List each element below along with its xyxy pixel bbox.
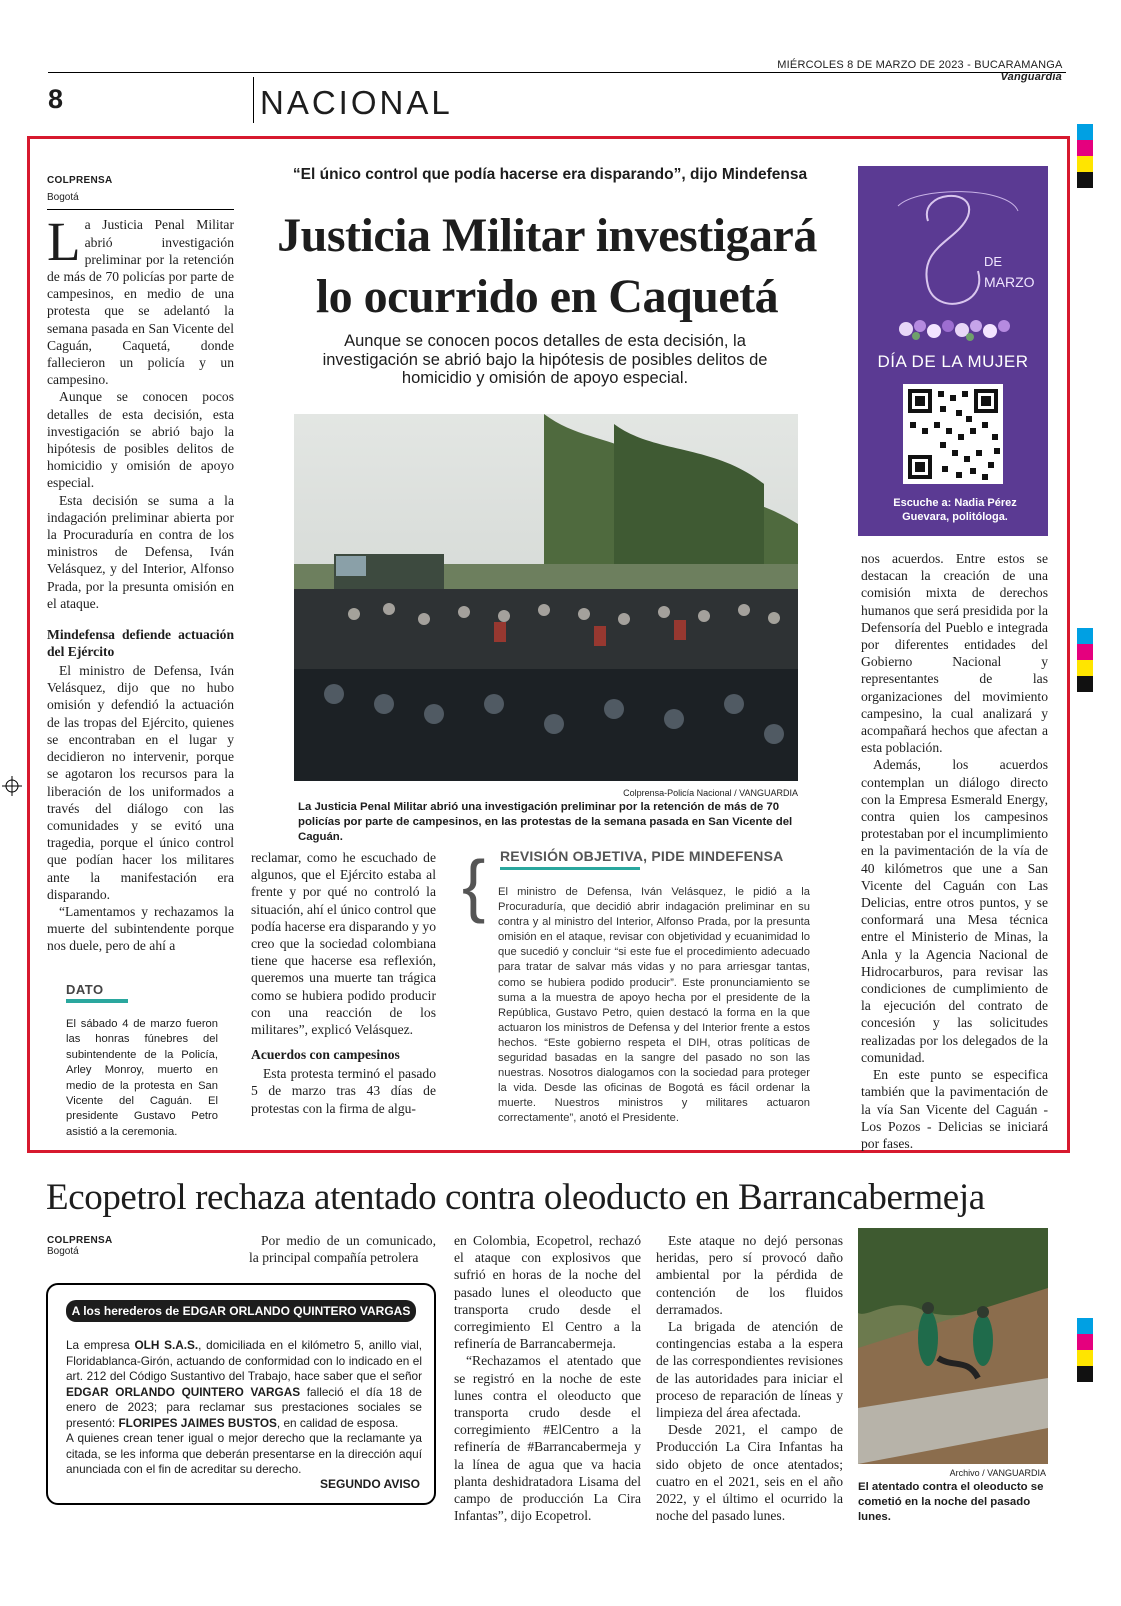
- story2-column-2: [249, 1232, 436, 1266]
- story2-paragraph: Por medio de un comunicado, la principal compañía petrolera: [249, 1233, 436, 1266]
- story1-paragraph: [47, 211, 234, 388]
- photo2-credit: Archivo / VANGUARDIA: [949, 1468, 1046, 1478]
- story1-subhead: Mindefensa defiende actuación del Ejército: [47, 627, 234, 660]
- notice-text-part: La empresa: [66, 1338, 135, 1352]
- pipeline-photo: [858, 1228, 1048, 1464]
- story1-paragraph: reclamar, como he escuchado de algunos, que el Ejército estaba al frente y por qué no controló la situación, ahí el único control que podía hacerse era disparando y yo creo que la sociedad colombiana tiene que hacerse esa reflexión, queremos una muerte tan trágica como se hubiera podido producir con una reacción de los militares”, explicó Velásquez.: [251, 850, 436, 1038]
- story1-column-4: [861, 550, 1048, 1152]
- dato-text: El sábado 4 de marzo fueron las honras fúnebres del subintendente de la Policía, Arley Monroy, muerto en medio de la protesta en San Vicente del Caguán. El presidente Gustavo Petro asistió a la ceremonia.: [66, 1018, 218, 1138]
- headline-line: lo ocurrido en Caquetá: [315, 270, 779, 323]
- ad-month: MARZO: [984, 274, 1035, 290]
- photo2-caption: El atentado contra el oleoducto se cometió en la noche del pasado lunes.: [858, 1481, 1044, 1523]
- main-photo: [294, 414, 798, 781]
- dato-title: DATO: [66, 982, 104, 997]
- legal-notice-paragraph: A quienes crean tener igual o mejor derecho que la reclamante ya citada, se les informa que deberán presentarse en la dirección aquí anunciada con el fin de acreditar su derecho.: [66, 1431, 422, 1476]
- revision-text: El ministro de Defensa, Iván Velásquez, le pidió a la Procuraduría, que decidió abrir indagación preliminar en su contra y al ministro del Interior, Alfonso Prada, por la presunta omisión en el ataque, revisar con objetividad y ecuanimidad lo que sucedió y concluir “si este fue el procedimiento adecuado para tratar de salvar más vidas y no para arriesgar tantas, como se hubiera podido producir”. Este pronunciamiento se suma a la muestra de apoyo hecha por el presidente de la República, Gustavo Petro, quien destacó la forma en la que actuaron los ministros de Defensa y del Interior frente a estos hechos. “Este gobierno respeta el DIH, otras políticas de seguridad basadas en la sangre del pasado no son las nuestras. Nosotros dialogamos con la sociedad para proteger la vida. Desde las oficinas de Bogotá es fácil ordenar la muerte. Nuestros ministros y militares actuaron correctamente”, anotó el Presidente.: [498, 886, 810, 1125]
- photo-credit: Colprensa-Policía Nacional / VANGUARDIA: [623, 788, 798, 798]
- legal-notice-paragraph: [66, 1338, 422, 1431]
- story2-column-3: [454, 1232, 641, 1524]
- headline-line: Justicia Militar investigará: [277, 209, 817, 262]
- color-registration-bars-mid: [1077, 628, 1093, 692]
- story1-paragraph: Además, los acuerdos contemplan un diálogo directo con la Empresa Esmerald Energy, contra quien los campesinos protestaban por el incumplimiento en la pavimentación de la vía de 40 kilómetros que une a San Vicente del Caguán con Las Delicias, entre otros puntos, y se conformará una Mesa técnica entre el Ministerio de Minas, la Anla y la Agencia Nacional de Hidrocarburos, para revisar las condiciones de cumplimiento de la ejecución del contrato de concesión y las solicitudes realizadas por los delegados de la comunidad.: [861, 757, 1048, 1065]
- story1-paragraph: Aunque se conocen pocos detalles de esta decisión, esta investigación se abrió bajo la hipótesis de posibles delitos de homicidio y omisión de apoyo especial.: [47, 389, 234, 491]
- story2-paragraph: en Colombia, Ecopetrol, rechazó el ataque con explosivos que sufrió en horas de la noche del pasado lunes el oleoducto que transporta crudo desde el corregimiento El Centro a la refinería de Barrancabermeja.: [454, 1233, 641, 1352]
- story2-column-4: [656, 1232, 843, 1524]
- story1-headline: [252, 205, 842, 327]
- brace-icon: {: [462, 846, 486, 924]
- story1-paragraph: El ministro de Defensa, Iván Velásquez, dijo que no hubo omisión y defendió la actuación de las tropas del Ejército, quienes se encontraban en el lugar y decidieron no intervenir, porque se agotaron los recursos para la liberación de los uniformados a través del diálogo con las comunidades y se evitó una tragedia, porque el único control que podían hacer los militares ante la manifestación era disparando.: [47, 663, 234, 902]
- section-title: NACIONAL: [260, 84, 453, 121]
- story2-paragraph: “Rechazamos el atentado que se registró en la noche de este lunes contra el oleoducto que transporta crudo desde el corregimiento #ElCentro a la refinería de #Barrancabermeja y la línea de agua que va hacia planta deshidratadora Lisama del campo de producción La Cira Infantas”, dijo Ecopetrol.: [454, 1353, 641, 1524]
- byline-rule: [47, 209, 234, 210]
- color-registration-bars-bottom: [1077, 1318, 1093, 1382]
- notice-deceased-name: EDGAR ORLANDO QUINTERO VARGAS: [66, 1384, 301, 1399]
- qr-code-icon: [903, 384, 1003, 484]
- photo-caption: La Justicia Penal Militar abrió una investigación preliminar por la retención de más de 70 policías por parte de campesinos, en las protestas de la semana pasada en San Vicente del Caguán.: [298, 801, 793, 843]
- page-number: 8: [48, 84, 64, 114]
- registration-mark-icon: [2, 776, 22, 801]
- story1-column-1: [47, 172, 234, 955]
- story1-column-2: [251, 849, 436, 1117]
- story1-paragraph: nos acuerdos. Entre estos se destacan la creación de una comisión mixta de derechos humanos que será presidida por la Defensoría del Pueblo e integrada por diferentes entidades del Gobierno Nacional y representantes de las organizaciones del movimiento campesino, la cual analizará y acompañará hechos que afectan a esta población.: [861, 551, 1048, 756]
- story1-kicker: “El único control que podía hacerse era disparando”, dijo Mindefensa: [292, 166, 808, 183]
- brand-logo: Vanguardia: [1000, 71, 1062, 83]
- byline-city: Bogotá: [47, 1246, 79, 1257]
- legal-notice-text: [66, 1338, 422, 1478]
- color-registration-bars-top: [1077, 124, 1093, 188]
- byline-agency: COLPRENSA: [47, 1235, 113, 1246]
- story1-paragraph: Esta decisión se suma a la indagación preliminar abierta por la Procuraduría en contra de los ministros de Defensa, Iván Velásquez, y del Interior, Alfonso Prada, por la presunta omisión en el ataque.: [47, 492, 234, 611]
- byline-agency: COLPRENSA: [47, 175, 113, 186]
- story2-headline: Ecopetrol rechaza atentado contra oleoducto en Barrancabermeja: [46, 1177, 985, 1218]
- story1-paragraph: En este punto se especifica también que la pavimentación de la vía San Vicente del Caguán - Los Pozos - Delicias se iniciará por fases.: [861, 1067, 1048, 1151]
- byline-city: Bogotá: [47, 192, 79, 204]
- story2-paragraph: Este ataque no dejó personas heridas, pero sí provocó daño ambiental por la pérdida de contención de los fluidos derramados.: [656, 1233, 843, 1317]
- dato-accent-bar: [66, 999, 128, 1003]
- dropcap: L: [47, 211, 81, 273]
- story1-text: a Justicia Penal Militar abrió investigación preliminar por la retención de más de 70 policías por parte de campesinos, en medio de una protesta que se adelantó la semana pasada en San Vicente del Caguán, Caquetá, donde fallecieron un policía y un campesino.: [47, 217, 234, 388]
- revision-accent-bar: [500, 867, 640, 870]
- notice-text-part: falleció el día 18 de enero de 2023; para reclamar sus prestaciones sociales se presentó:: [66, 1384, 422, 1430]
- story2-paragraph: Desde 2021, el campo de Producción La Cira Infantas ha sido objeto de once atentados; cuatro en el 2021, seis en el año 2022, y el último el ocurrido la noche del pasado lunes.: [656, 1422, 843, 1524]
- section-divider: [253, 77, 254, 123]
- story1-paragraph: “Lamentamos y rechazamos la muerte del subintendente porque nos duele, pero de ahí a: [47, 903, 234, 954]
- story1-deck: Aunque se conocen pocos detalles de esta decisión, la investigación se abrió bajo la hipótesis de posibles delitos de homicidio y omisión de apoyo especial.: [322, 332, 768, 387]
- story1-subhead: Acuerdos con campesinos: [251, 1047, 400, 1063]
- notice-text-part: , domiciliada en el kilómetro 5, anillo vial, Floridablanca-Girón, actuando de conformidad con lo indicado en el art. 212 del Código Sustantivo del Trabajo, hace saber que el señor: [66, 1338, 422, 1383]
- revision-title: REVISIÓN OBJETIVA, PIDE MINDEFENSA: [500, 848, 784, 864]
- notice-company: OLH S.A.S.: [134, 1338, 199, 1352]
- story1-paragraph: Esta protesta terminó el pasado 5 de marzo tras 43 días de protestas con la firma de algu-: [251, 1066, 436, 1116]
- story2-byline: [47, 1235, 237, 1257]
- ad-listen-text: Escuche a: Nadia Pérez Guevara, politóloga.: [893, 497, 1017, 523]
- ad-title: DÍA DE LA MUJER: [877, 352, 1029, 371]
- legal-notice-sign: SEGUNDO AVISO: [319, 1477, 420, 1491]
- dia-de-la-mujer-ad[interactable]: [858, 166, 1048, 536]
- legal-notice-title: A los herederos de EDGAR ORLANDO QUINTERO VARGAS: [66, 1300, 416, 1322]
- notice-claimant: FLORIPES JAIMES BUSTOS: [118, 1415, 277, 1430]
- ad-de: DE: [984, 254, 1003, 269]
- date-line: MIÉRCOLES 8 DE MARZO DE 2023 - BUCARAMANGA: [777, 59, 1062, 71]
- story2-paragraph: La brigada de atención de contingencias estaba a la espera de las correspondientes revisiones de las autoridades para iniciar el proceso de reparación de líneas y limpieza del área afectada.: [656, 1319, 843, 1421]
- masthead-date-line: [740, 59, 1062, 83]
- notice-text-part: , en calidad de esposa.: [276, 1415, 399, 1430]
